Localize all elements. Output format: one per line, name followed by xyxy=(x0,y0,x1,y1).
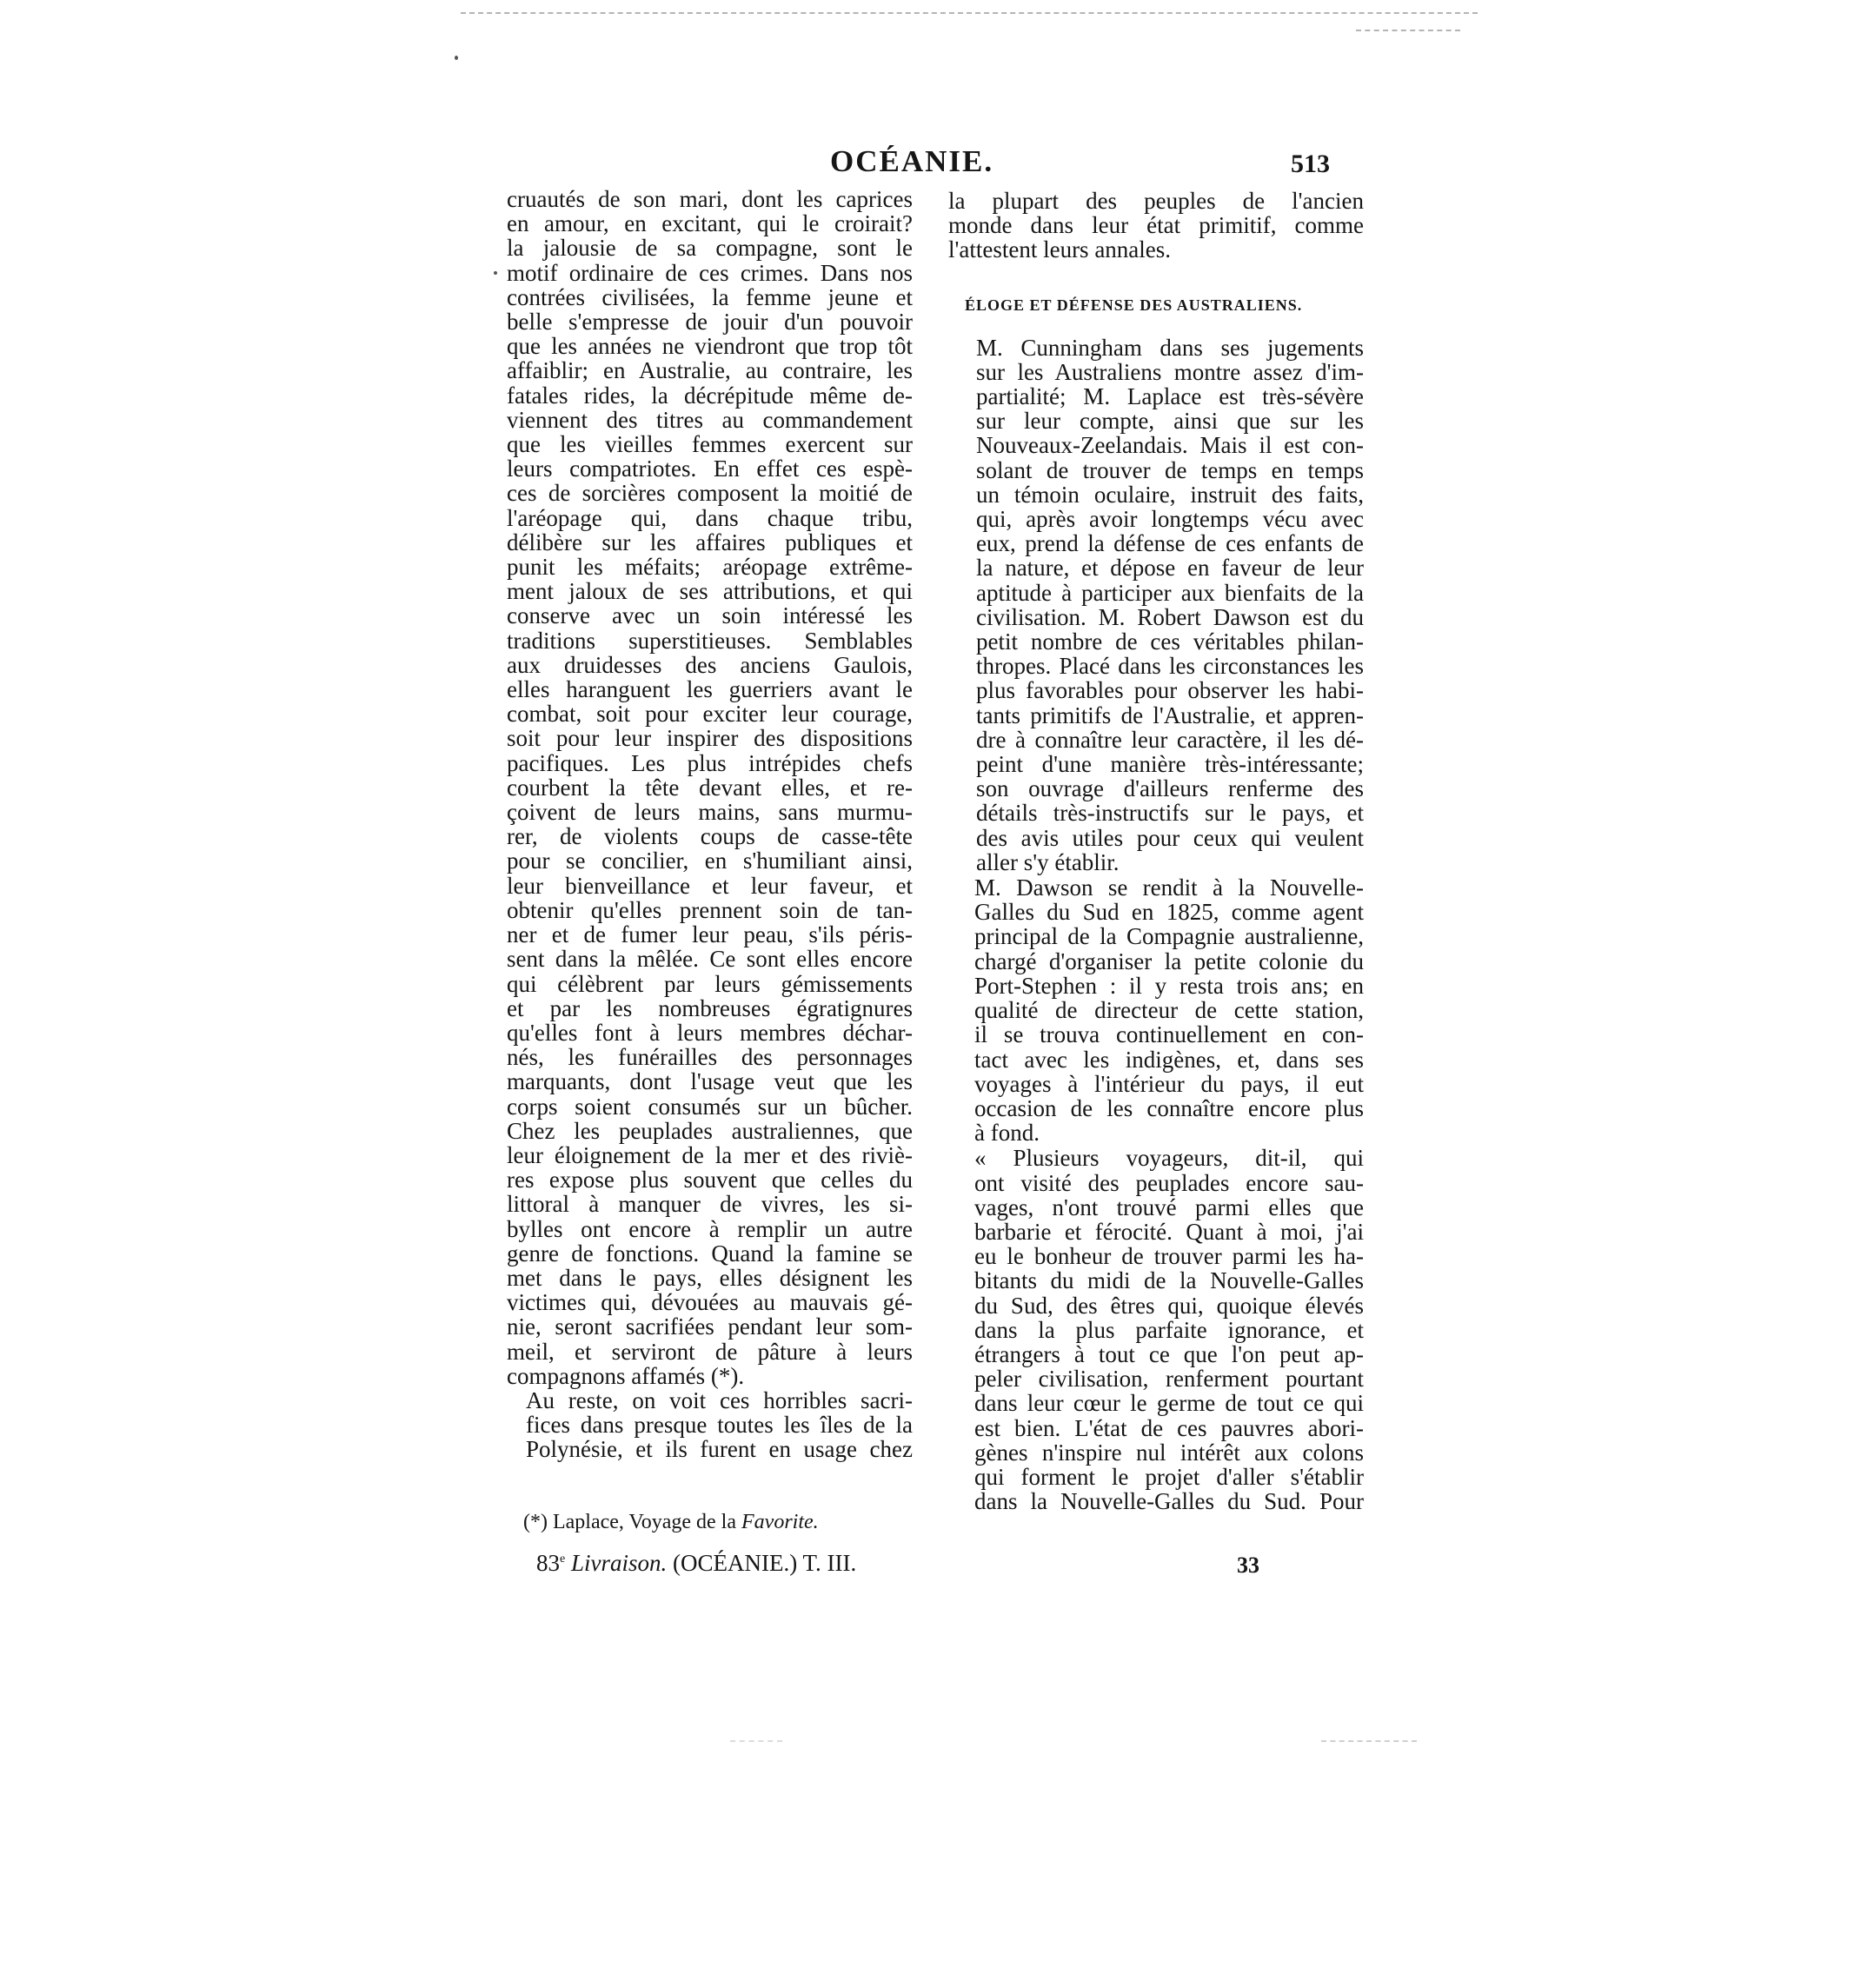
text-line: qualité de directeur de cette station, xyxy=(974,997,1364,1024)
text-line: fices dans presque toutes les îles de la xyxy=(526,1412,913,1439)
text-line: tact avec les indigènes, et, dans ses xyxy=(974,1046,1364,1073)
text-line: dre à connaître leur caractère, il les dé- xyxy=(976,726,1364,753)
signature-word: Livraison. xyxy=(570,1550,668,1576)
text-line: peint d'une manière très-intéressante; xyxy=(976,751,1364,778)
text-line: plus favorables pour observer les habi- xyxy=(976,677,1364,704)
text-line: sur leur compte, ainsi que sur les xyxy=(976,408,1364,435)
text-line: aller s'y établir. xyxy=(976,848,1120,875)
text-line: eux, prend la défense de ces enfants de xyxy=(976,530,1364,557)
paragraph xyxy=(948,336,1364,874)
text-line: motif ordinaire de ces crimes. Dans nos xyxy=(507,259,913,286)
text-line: conserve avec un soin intéressé les xyxy=(507,602,913,629)
text-line: gènes n'inspire nul intérêt aux colons xyxy=(974,1439,1364,1466)
text-line: nie, seront sacrifiées pendant leur som- xyxy=(507,1313,913,1340)
text-line: Polynésie, et ils furent en usage chez xyxy=(526,1436,913,1463)
text-line: Galles du Sud en 1825, comme agent xyxy=(974,899,1364,926)
text-line: civilisation. M. Robert Dawson est du xyxy=(976,603,1364,630)
text-line: dans la plus parfaite ignorance, et xyxy=(974,1316,1364,1343)
signature-number: 83 xyxy=(536,1550,560,1576)
text-line: qui célèbrent par leurs gémissements xyxy=(507,970,913,997)
text-line: occasion de les connaître encore plus xyxy=(974,1094,1364,1121)
text-line: qui forment le projet d'aller s'établir xyxy=(974,1463,1364,1490)
text-line: étrangers à tout ce que l'on peut ap- xyxy=(974,1340,1364,1367)
text-line: sur les Australiens montre assez d'im- xyxy=(976,358,1364,385)
text-line: belle s'empresse de jouir d'un pouvoir xyxy=(507,309,913,336)
text-line: dans leur cœur le germe de tout ce qui xyxy=(974,1390,1364,1417)
text-line: soit pour leur inspirer des dispositions xyxy=(507,725,913,752)
footnote-title: Favorite. xyxy=(741,1511,819,1533)
text-line: son ouvrage d'ailleurs renferme des xyxy=(976,775,1364,802)
text-line: fatales rides, la décrépitude même de- xyxy=(507,382,913,409)
text-line: thropes. Placé dans les circonstances les xyxy=(976,653,1364,680)
paragraph xyxy=(507,187,913,1388)
text-line: en amour, en excitant, qui le croirait? xyxy=(507,210,913,237)
paragraph xyxy=(948,1146,1364,1513)
text-line: M. Cunningham dans ses jugements xyxy=(976,334,1364,361)
signature-suffix: e xyxy=(560,1553,566,1566)
text-line: la nature, et dépose en faveur de leur xyxy=(976,555,1364,582)
text-line: leurs compatriotes. En effet ces espè- xyxy=(507,455,913,482)
scan-speck xyxy=(455,56,458,60)
text-line: bitants du midi de la Nouvelle-Galles xyxy=(974,1267,1364,1294)
text-line: du Sud, des êtres qui, quoique élevés xyxy=(974,1292,1364,1319)
text-line: compagnons affamés (*). xyxy=(507,1362,745,1389)
text-line: ner et de fumer leur peau, s'ils péris- xyxy=(507,921,913,948)
text-line: aux druidesses des anciens Gaulois, xyxy=(507,651,913,678)
text-line: Au reste, on voit ces horribles sacri- xyxy=(526,1386,913,1413)
text-line: barbarie et férocité. Quant à moi, j'ai xyxy=(974,1218,1364,1245)
text-line: l'attestent leurs annales. xyxy=(948,236,1172,263)
text-line: monde dans leur état primitif, comme xyxy=(948,212,1364,239)
text-line: res expose plus souvent que celles du xyxy=(507,1167,913,1193)
text-line: leur éloignement de la mer et des riviè- xyxy=(507,1141,913,1168)
text-line: ont visité des peuplades encore sau- xyxy=(974,1169,1364,1196)
text-line: délibère sur les affaires publiques et xyxy=(507,529,913,555)
text-line: est bien. L'état de ces pauvres abori- xyxy=(974,1414,1364,1441)
text-line: met dans le pays, elles désignent les xyxy=(507,1264,913,1291)
text-line: cruautés de son mari, dont les caprices xyxy=(507,186,913,212)
text-line: littoral à manquer de vivres, les si- xyxy=(507,1191,913,1218)
text-line: çoivent de leurs mains, sans murmu- xyxy=(507,799,913,826)
text-line: meil, et serviront de pâture à leurs xyxy=(507,1338,913,1365)
signature-line xyxy=(536,1550,856,1577)
text-line: bylles ont encore à remplir un autre xyxy=(507,1215,913,1242)
text-line: affaiblir; en Australie, au contraire, les xyxy=(507,357,913,384)
right-column xyxy=(948,189,1364,1513)
text-line: l'aréopage qui, dans chaque tribu, xyxy=(507,504,913,531)
text-line: marquants, dont l'usage veut que les xyxy=(507,1068,913,1095)
text-line: un témoin oculaire, instruit des faits, xyxy=(976,481,1364,508)
paragraph xyxy=(948,875,1364,1145)
text-line: courbent la tête devant elles, et re- xyxy=(507,774,913,801)
text-line: des avis utiles pour ceux qui veulent xyxy=(976,824,1364,851)
text-line: que les vieilles femmes exercent sur xyxy=(507,431,913,458)
scan-edge-mark xyxy=(730,1740,782,1742)
text-line: sent dans la mêlée. Ce sont elles encore xyxy=(507,946,913,973)
text-line: principal de la Compagnie australienne, xyxy=(974,923,1364,950)
paragraph xyxy=(507,1388,913,1462)
running-title: OCÉANIE. xyxy=(830,144,994,178)
text-line: tants primitifs de l'Australie, et appren- xyxy=(976,701,1364,728)
text-line: pacifiques. Les plus intrépides chefs xyxy=(507,749,913,776)
text-line: qui, après avoir longtemps vécu avec xyxy=(976,506,1364,533)
text-line: corps soient consumés sur un bûcher. xyxy=(507,1093,913,1120)
text-line: leur bienveillance et leur faveur, et xyxy=(507,872,913,899)
text-line: Nouveaux-Zeelandais. Mais il est con- xyxy=(976,432,1364,459)
sheet-number: 33 xyxy=(1237,1553,1259,1578)
text-line: « Plusieurs voyageurs, dit-il, qui xyxy=(974,1145,1364,1172)
text-line: à fond. xyxy=(974,1120,1040,1147)
text-line: petit nombre de ces véritables philan- xyxy=(976,628,1364,655)
text-line: il se trouva continuellement en con- xyxy=(974,1021,1364,1048)
paragraph xyxy=(948,189,1364,263)
section-heading: ÉLOGE ET DÉFENSE DES AUSTRALIENS. xyxy=(965,296,1303,314)
text-line: traditions superstitieuses. Semblables xyxy=(507,627,913,654)
text-line: aptitude à participer aux bienfaits de la xyxy=(976,579,1364,606)
footnote-marker: (*) xyxy=(523,1511,548,1533)
text-line: combat, soit pour exciter leur courage, xyxy=(507,701,913,728)
text-line: eu le bonheur de trouver parmi les ha- xyxy=(974,1243,1364,1270)
text-line: Chez les peuplades australiennes, que xyxy=(507,1117,913,1144)
footnote xyxy=(523,1511,819,1534)
text-line: détails très-instructifs sur le pays, et xyxy=(976,800,1364,827)
text-line: dans la Nouvelle-Galles du Sud. Pour xyxy=(974,1488,1364,1515)
text-line: viennent des titres au commandement xyxy=(507,406,913,433)
text-line: qu'elles font à leurs membres déchar- xyxy=(507,1019,913,1046)
text-line: partialité; M. Laplace est très-sévère xyxy=(976,383,1364,410)
text-line: M. Dawson se rendit à la Nouvelle- xyxy=(974,874,1364,901)
signature-rest: (OCÉANIE.) T. III. xyxy=(673,1550,857,1576)
footnote-text: Laplace, Voyage de la xyxy=(552,1511,737,1533)
text-line: chargé d'organiser la petite colonie du xyxy=(974,947,1364,974)
text-line: nés, les funérailles des personnages xyxy=(507,1044,913,1071)
text-line: et par les nombreuses égratignures xyxy=(507,994,913,1021)
text-line: victimes qui, dévouées au mauvais gé- xyxy=(507,1289,913,1316)
page-number: 513 xyxy=(1291,150,1330,178)
text-line: que les années ne viendront que trop tôt xyxy=(507,333,913,360)
text-line: vages, n'ont trouvé parmi elles que xyxy=(974,1193,1364,1220)
text-line: peler civilisation, renferment pourtant xyxy=(974,1366,1364,1393)
text-line: voyages à l'intérieur du pays, il eut xyxy=(974,1070,1364,1097)
text-line: la jalousie de sa compagne, sont le xyxy=(507,235,913,262)
text-line: solant de trouver de temps en temps xyxy=(976,456,1364,483)
text-line: Port-Stephen : il y resta trois ans; en xyxy=(974,972,1364,999)
text-line: obtenir qu'elles prennent soin de tan- xyxy=(507,896,913,923)
text-line: ment jaloux de ses attributions, et qui xyxy=(507,578,913,605)
text-line: punit les méfaits; aréopage extrême- xyxy=(507,554,913,581)
left-column xyxy=(507,187,913,1462)
scan-edge-mark xyxy=(1321,1740,1417,1742)
text-line: contrées civilisées, la femme jeune et xyxy=(507,283,913,310)
text-line: elles haranguent les guerriers avant le xyxy=(507,676,913,703)
text-line: pour se concilier, en s'humiliant ainsi, xyxy=(507,848,913,874)
text-line: rer, de violents coups de casse-tête xyxy=(507,823,913,850)
scan-edge-mark xyxy=(1356,30,1460,31)
text-line: ces de sorcières composent la moitié de xyxy=(507,480,913,507)
text-line: genre de fonctions. Quand la famine se xyxy=(507,1240,913,1267)
scan-speck xyxy=(494,271,497,275)
scan-edge-mark xyxy=(461,12,1478,14)
text-line: la plupart des peuples de l'ancien xyxy=(948,188,1364,214)
